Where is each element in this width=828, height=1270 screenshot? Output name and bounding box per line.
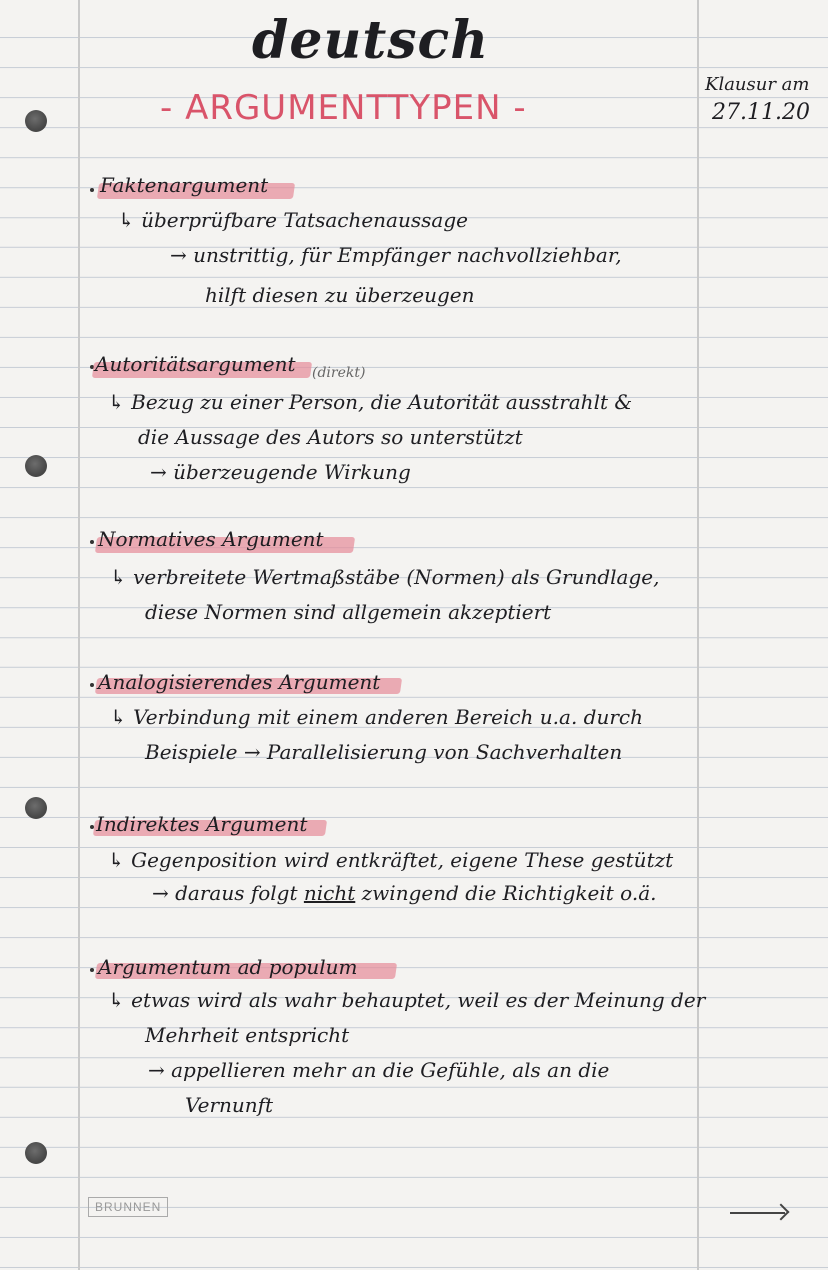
section-line: diese Normen sind allgemein akzeptiert [145, 600, 552, 624]
section-line: die Aussage des Autors so unterstützt [138, 425, 523, 449]
section-line: ↳ Verbindung mit einem anderen Bereich u.a. durch [110, 705, 643, 729]
section-line: → unstrittig, für Empfänger nachvollziehbar, [170, 243, 622, 267]
bullet [90, 968, 94, 972]
punch-hole [25, 797, 47, 819]
section-line: ↳ etwas wird als wahr behauptet, weil es der Meinung der [108, 988, 706, 1012]
underlined-word: nicht [303, 881, 356, 905]
section-heading-analogisierendes-argument [98, 670, 380, 694]
brand-logo: BRUNNEN [88, 1197, 168, 1217]
section-line: Vernunft [185, 1093, 274, 1117]
section-line: ↳ Gegenposition wird entkräftet, eigene These gestützt [108, 848, 674, 872]
exam-label: Klausur am [705, 74, 810, 95]
section-line: Beispiele → Parallelisierung von Sachverhalten [145, 740, 623, 764]
section-line-composite [152, 881, 657, 905]
section-line: ↳ Bezug zu einer Person, die Autorität ausstrahlt & [108, 390, 633, 414]
page-title: deutsch [252, 10, 490, 71]
section-heading-argumentum-ad-populum [98, 955, 357, 979]
arrow-right-icon [730, 1212, 785, 1214]
punch-hole [25, 1142, 47, 1164]
section-line: ↳ verbreitete Wertmaßstäbe (Normen) als Grundlage, [110, 565, 660, 589]
bullet [90, 188, 94, 192]
bullet [90, 540, 94, 544]
section-heading-text: Argumentum ad populum [98, 955, 358, 979]
section-heading-text: Analogisierendes Argument [98, 670, 381, 694]
left-margin-line [78, 0, 80, 1270]
punch-hole [25, 455, 47, 477]
section-line: ↳ überprüfbare Tatsachenaussage [118, 208, 468, 232]
section-heading-faktenargument [100, 173, 268, 197]
section-heading-text: Indirektes Argument [96, 812, 308, 836]
section-line: → appellieren mehr an die Gefühle, als an die [148, 1058, 610, 1082]
page-subtitle: - ARGUMENTTYPEN - [160, 88, 527, 128]
exam-date: 27.11.20 [712, 100, 810, 125]
section-line: → überzeugende Wirkung [150, 460, 411, 484]
section-heading-normatives-argument [98, 527, 324, 551]
section-heading-autoritaetsargument [95, 352, 296, 376]
section-line: hilft diesen zu überzeugen [205, 283, 475, 307]
section-note: (direkt) [312, 365, 366, 381]
punch-hole [25, 110, 47, 132]
section-line: → daraus folgt [152, 881, 298, 905]
right-margin-line [697, 0, 699, 1270]
bullet [90, 683, 94, 687]
section-heading-indirektes-argument [96, 812, 307, 836]
section-heading-text: Faktenargument [100, 173, 269, 197]
section-line: zwingend die Richtigkeit o.ä. [361, 881, 657, 905]
section-heading-text: Normatives Argument [98, 527, 324, 551]
section-heading-text: Autoritätsargument [95, 352, 296, 376]
section-line: Mehrheit entspricht [145, 1023, 350, 1047]
